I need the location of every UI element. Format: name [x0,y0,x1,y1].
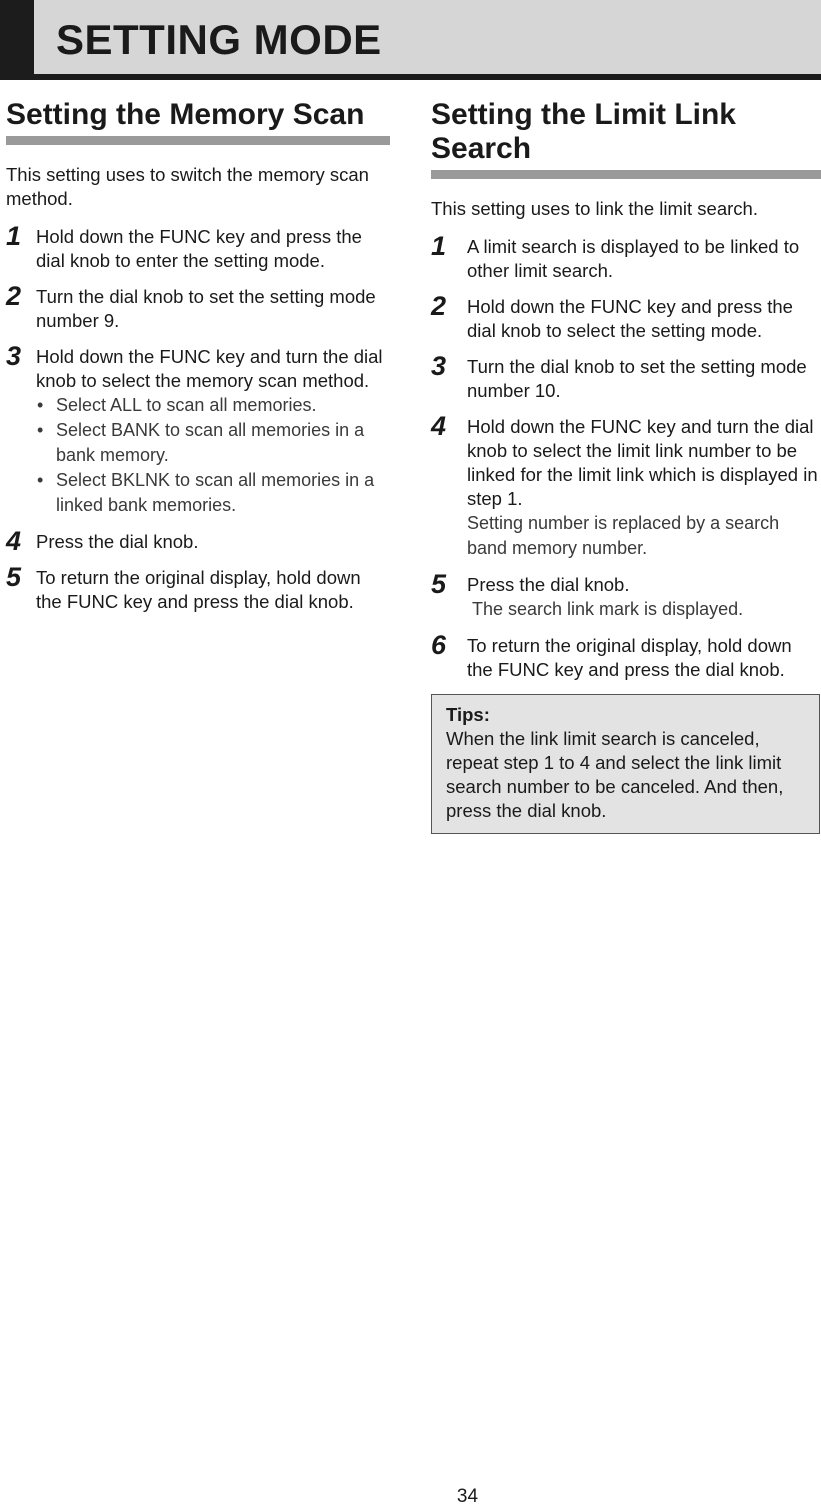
step-item [6,526,390,556]
step-item [431,291,821,343]
option-text: Select ALL to scan all memories. [56,395,317,415]
bullet-icon: • [37,420,44,440]
option-text: Select BKLNK to scan all memories in a linked bank memories. [56,470,375,515]
limit-link-title-line1: Setting the Limit Link [431,98,736,131]
step-item [431,630,821,682]
step-number: 3 [431,351,447,381]
scan-method-options [36,393,390,518]
option-text: Select BANK to scan all memories in a bank memory. [56,420,365,465]
step-item [431,569,821,622]
limit-link-title [431,98,821,166]
step-item [6,341,390,518]
step-number: 3 [6,341,22,371]
section-rule [431,170,821,179]
step-item [431,351,821,403]
option-item [36,468,390,518]
memory-scan-section [6,98,390,626]
page-title: SETTING MODE [56,16,382,63]
step-text: Press the dial knob. [36,531,199,552]
step-number: 2 [6,281,22,311]
step-number: 4 [431,411,447,441]
page-number: 34 [456,1486,479,1507]
bullet-icon: • [37,470,44,490]
limit-link-intro: This setting uses to link the limit search. [431,198,758,219]
step-text: Hold down the FUNC key and turn the dial knob to select the limit link number to be linked for the limit link which is displayed in step 1. [467,416,818,509]
step-item [431,411,821,561]
step-item [6,281,390,333]
step-number: 6 [431,630,447,660]
step-note: Setting number is replaced by a search band memory number. [467,513,780,558]
step-text: Hold down the FUNC key and press the dial knob to select the setting mode. [467,296,793,341]
step-number: 1 [6,221,22,251]
step-item [6,221,390,273]
memory-scan-title: Setting the Memory Scan [6,98,365,131]
step-item [6,562,390,614]
step-text: Turn the dial knob to set the setting mode number 10. [467,356,807,401]
option-item [36,393,390,418]
step-note: The search link mark is displayed. [472,599,744,619]
memory-scan-intro: This setting uses to switch the memory scan method. [6,164,369,209]
section-rule [6,136,390,145]
limit-link-steps [431,231,821,682]
option-item [36,418,390,468]
step-text: To return the original display, hold down the FUNC key and press the dial knob. [467,635,792,680]
step-number: 4 [6,526,22,556]
step-number: 2 [431,291,447,321]
header-bar [0,0,821,80]
tips-box [431,694,820,834]
step-number: 1 [431,231,447,261]
tips-body: When the link limit search is canceled, repeat step 1 to 4 and select the link limit search number to be canceled. And then, press the dial knob. [446,728,784,821]
step-text: Press the dial knob. [467,574,630,595]
limit-link-section [431,98,821,834]
step-text: To return the original display, hold down the FUNC key and press the dial knob. [36,567,361,612]
step-item [431,231,821,283]
step-text: Turn the dial knob to set the setting mode number 9. [36,286,376,331]
memory-scan-steps [6,221,390,614]
bullet-icon: • [37,395,44,415]
step-number: 5 [6,562,22,592]
step-text: Hold down the FUNC key and press the dial knob to enter the setting mode. [36,226,362,271]
step-text: Hold down the FUNC key and turn the dial knob to select the memory scan method. [36,346,383,391]
limit-link-title-line2: Search [431,132,532,165]
tips-title: Tips: [446,704,490,725]
header-accent-block [0,0,34,80]
step-number: 5 [431,569,447,599]
step-text: A limit search is displayed to be linked to other limit search. [467,236,800,281]
